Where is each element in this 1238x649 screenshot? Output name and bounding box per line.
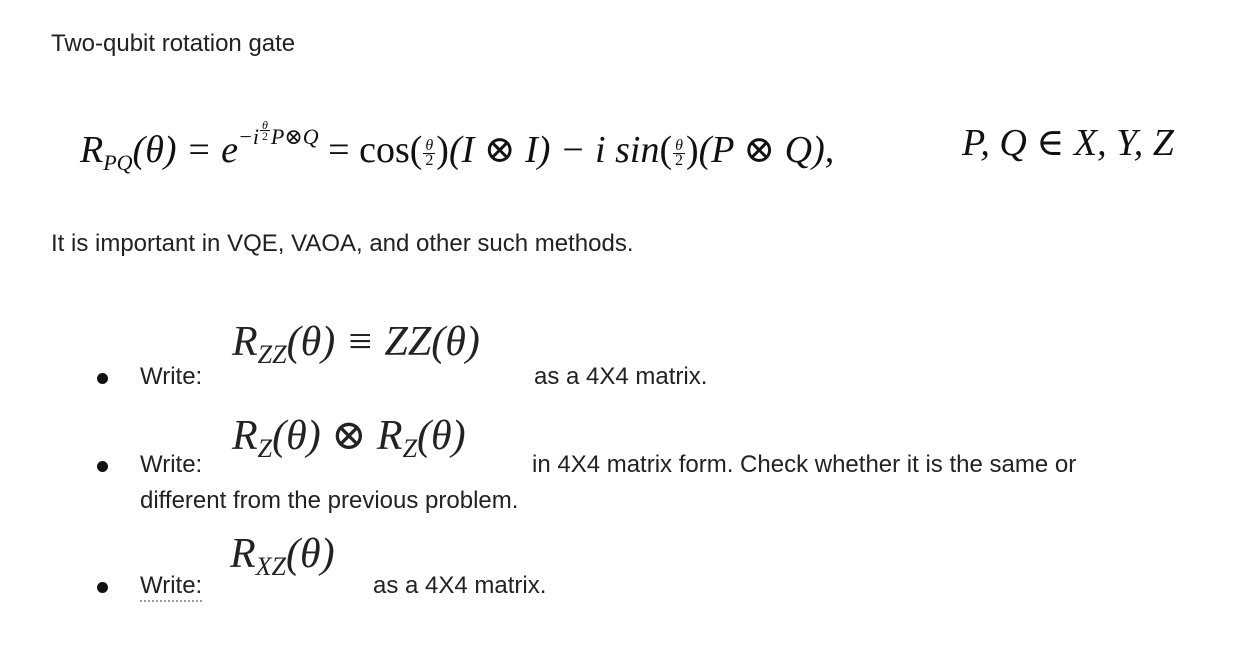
context-paragraph: It is important in VQE, VAOA, and other such methods.	[51, 230, 634, 257]
eq-paren-close-2: )	[685, 129, 699, 171]
item-3-tail: as a 4X4 matrix.	[373, 572, 547, 599]
item-1-subscript: ZZ	[257, 340, 287, 369]
bullet-3	[97, 582, 108, 593]
eq-frac-1	[423, 136, 435, 169]
eq-exp-frac-num: θ	[262, 118, 268, 132]
eq-exponent	[238, 118, 319, 149]
equation-main	[80, 120, 834, 176]
eq-paren-close-1: )	[436, 129, 449, 171]
item-3-subscript: XZ	[255, 552, 286, 581]
item-3-label[interactable]: Write:	[140, 572, 202, 602]
section-heading: Two-qubit rotation gate	[51, 30, 296, 57]
item-3-rest: (θ)	[286, 531, 335, 577]
eq-frac-1-den: 2	[425, 151, 434, 169]
eq-frac-2-den: 2	[675, 151, 684, 169]
item-1-formula	[232, 318, 480, 370]
eq-R-subscript: PQ	[103, 150, 133, 175]
item-2-label: Write:	[140, 451, 203, 478]
bullet-2	[97, 461, 108, 472]
item-2-R: R	[232, 413, 258, 459]
bullet-1	[97, 373, 108, 384]
eq-paren-open-2: (	[659, 129, 673, 171]
item-3-R: R	[230, 531, 256, 577]
item-2-formula	[232, 410, 466, 464]
eq-arg: (θ) = e	[132, 129, 239, 171]
equation-condition: P, Q ∈ X, Y, Z	[962, 122, 1174, 164]
eq-identity-term: (I ⊗ I) − i sin	[448, 129, 660, 171]
eq-frac-2	[673, 136, 685, 169]
item-1-tail: as a 4X4 matrix.	[534, 363, 708, 390]
rotation-gate-equation	[80, 112, 1200, 182]
eq-exponent-fraction	[260, 120, 270, 141]
eq-exponent-tail: P⊗Q	[270, 124, 319, 149]
item-1-rest: (θ) ≡ ZZ(θ)	[286, 319, 480, 365]
item-2-subscript: Z	[257, 434, 273, 463]
eq-exponent-prefix: −i	[238, 124, 259, 149]
eq-paren-open-1: (	[409, 129, 423, 171]
eq-frac-2-num: θ	[675, 136, 683, 154]
eq-exp-frac-den: 2	[261, 129, 268, 143]
eq-cos: = cos	[318, 129, 410, 171]
item-2-tail-line-2: different from the previous problem.	[140, 487, 519, 514]
item-3-formula	[230, 530, 335, 582]
eq-R: R	[80, 129, 104, 171]
item-2-rest: (θ) ⊗	[272, 413, 377, 459]
item-2-tail: in 4X4 matrix form. Check whether it is the same or	[532, 451, 1077, 478]
item-1-label: Write:	[140, 363, 203, 390]
item-2-rest-2: (θ)	[417, 413, 466, 459]
item-2-subscript-2: Z	[402, 434, 418, 463]
item-2-R2: R	[376, 413, 403, 459]
item-1-R: R	[232, 319, 258, 365]
eq-frac-1-num: θ	[425, 136, 434, 154]
eq-pauli-term: (P ⊗ Q),	[698, 129, 835, 171]
